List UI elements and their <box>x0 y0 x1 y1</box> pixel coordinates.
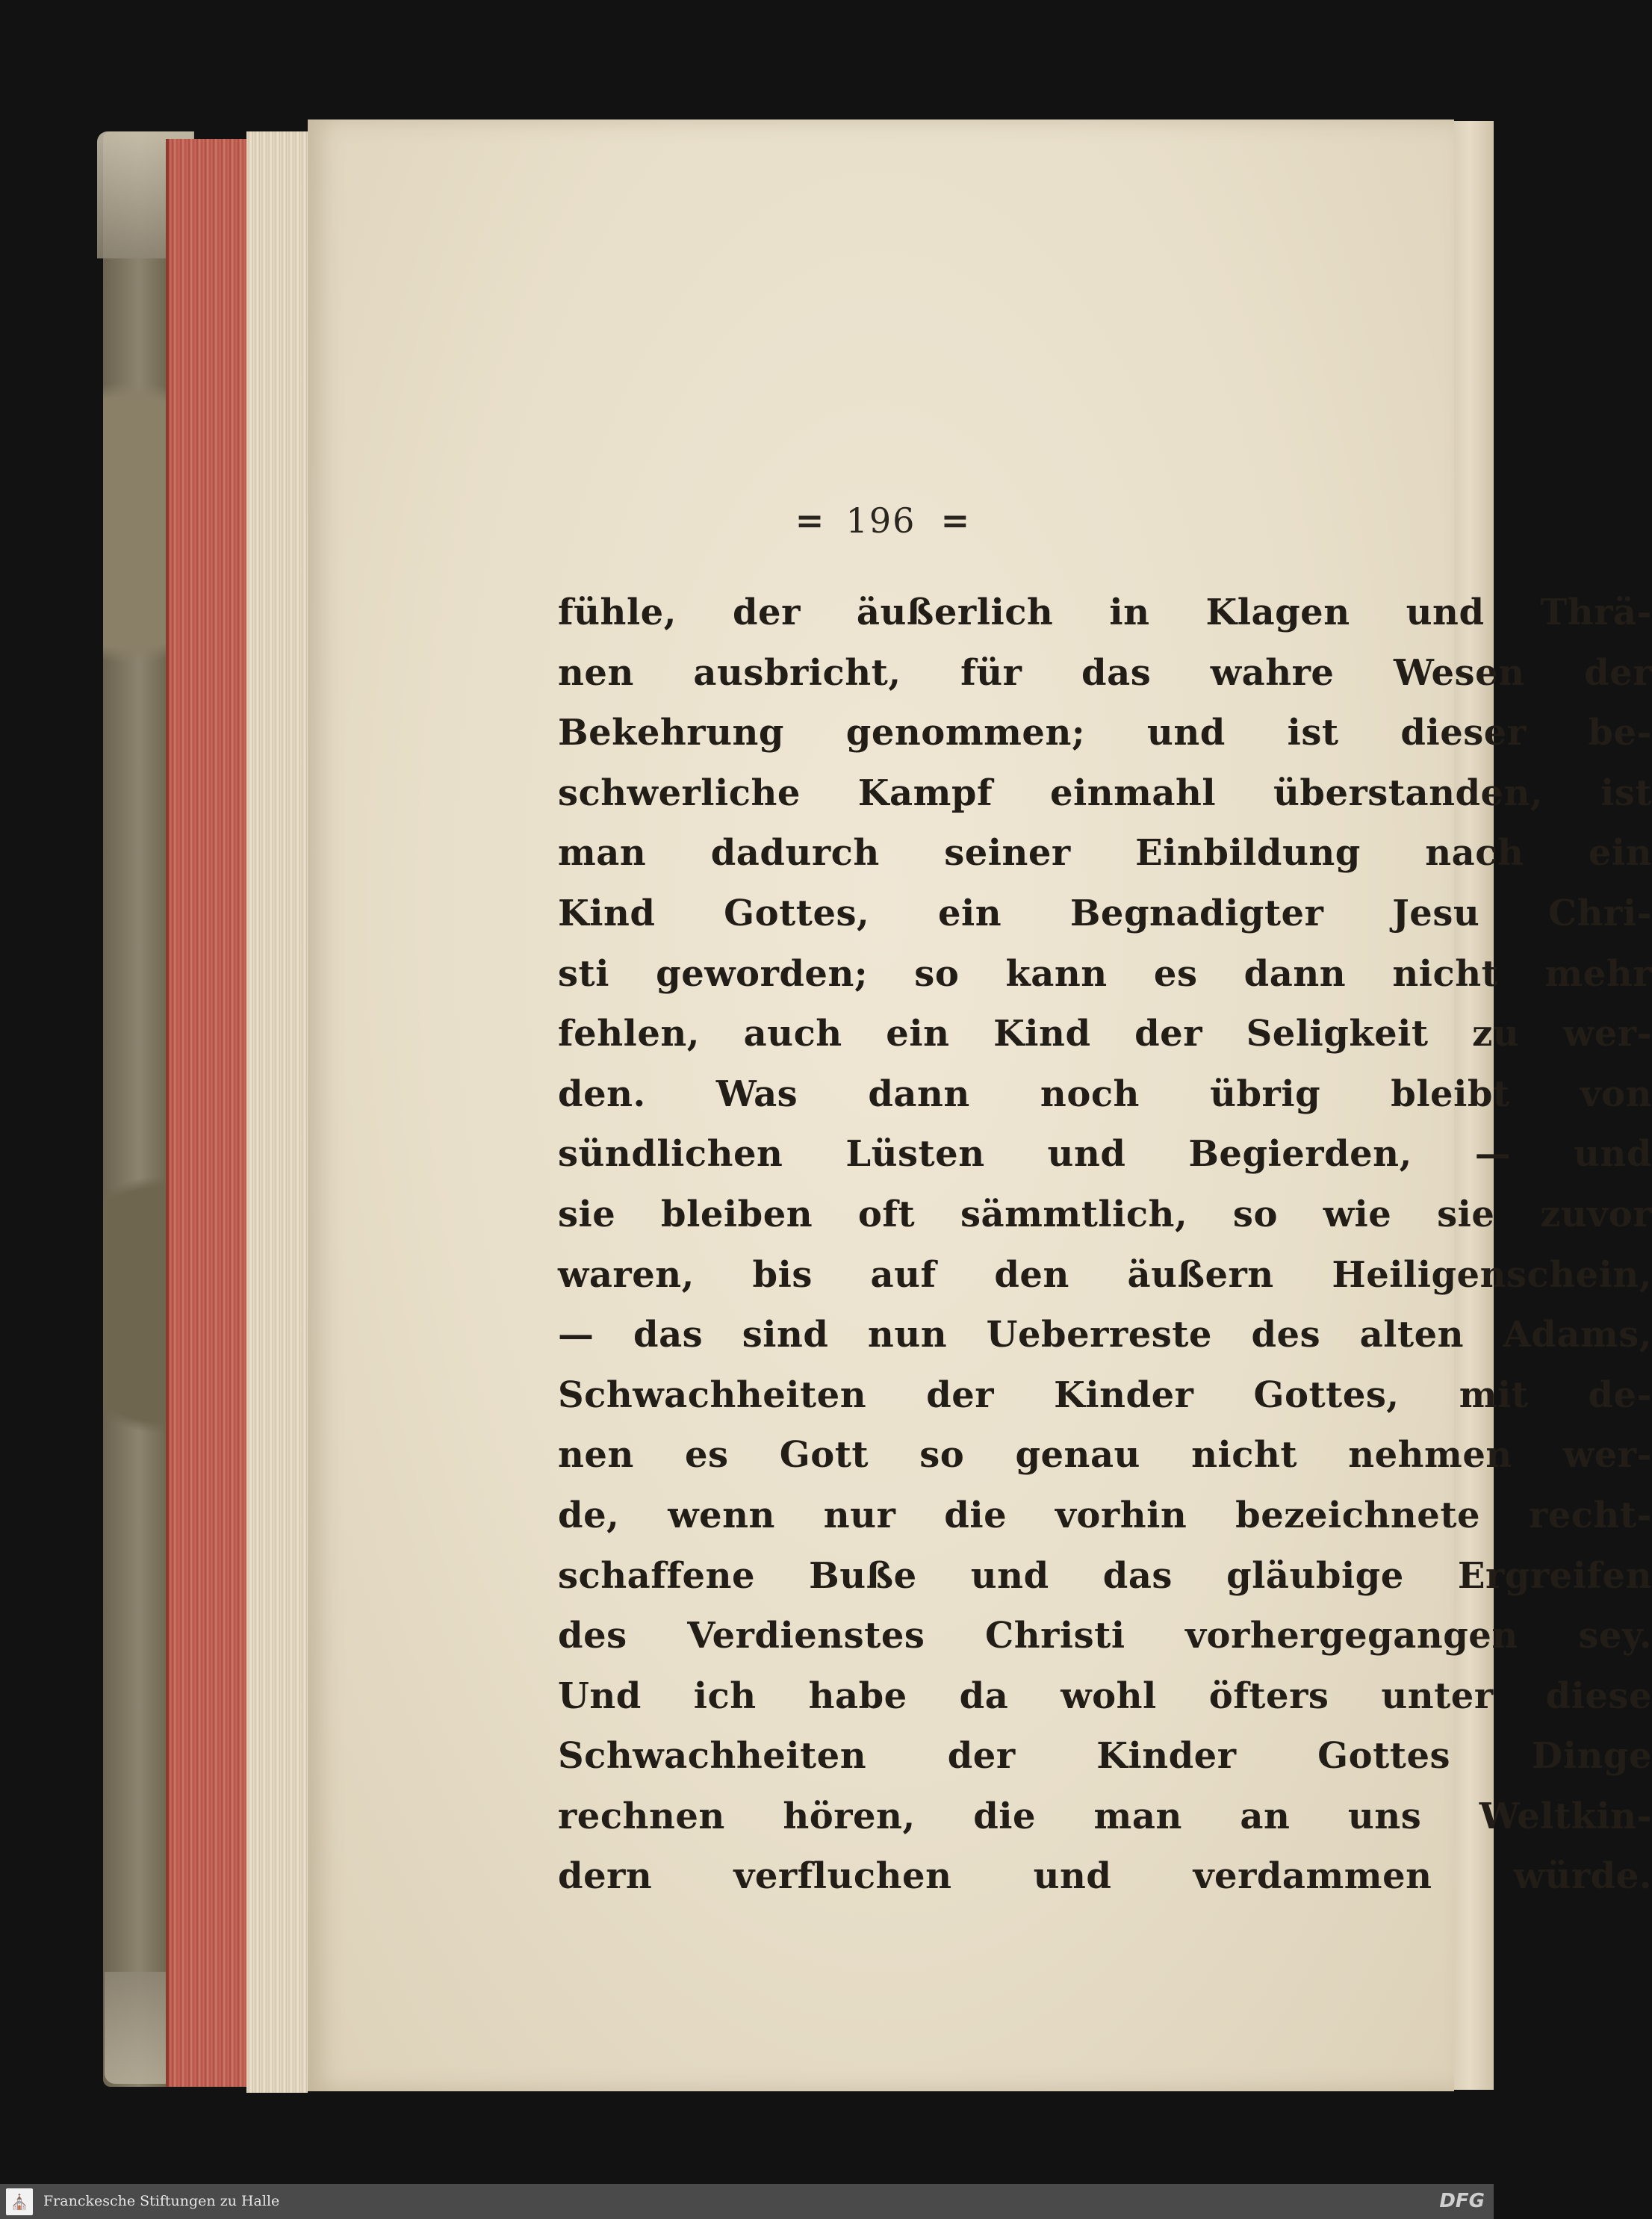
text-line: Bekehrung genommen; und ist dieser be- <box>558 712 1652 754</box>
text-line: dern verfluchen und verdammen würde. <box>558 1855 1652 1898</box>
text-line: des Verdienstes Christi vorhergegangen sey. <box>558 1615 1652 1657</box>
text-line: nen ausbricht, für das wahre Wesen der <box>558 651 1652 694</box>
page-number: 196 <box>845 500 916 541</box>
header-dash-left: = <box>795 500 822 541</box>
text-line: sti geworden; so kann es dann nicht mehr <box>558 952 1652 995</box>
viewer-footer-bar <box>0 2184 1494 2219</box>
text-line: — das sind nun Ueberreste des alten Adams, <box>558 1314 1652 1356</box>
text-line: rechnen hören, die man an uns Weltkin- <box>558 1795 1652 1837</box>
institution-logo-icon[interactable]: ⛪ <box>6 2188 33 2215</box>
text-line: waren, bis auf den äußern Heiligenschein, <box>558 1253 1652 1296</box>
body-text <box>558 583 1652 1907</box>
text-line: den. Was dann noch übrig bleibt von <box>558 1073 1652 1115</box>
page-stack-edges <box>246 131 308 2093</box>
text-line: schwerliche Kampf einmahl überstanden, ist <box>558 772 1652 814</box>
text-line: Schwachheiten der Kinder Gottes, mit de- <box>558 1374 1652 1416</box>
text-line: sie bleiben oft sämmtlich, so wie sie zuvor <box>558 1193 1652 1235</box>
text-line: man dadurch seiner Einbildung nach ein <box>558 832 1652 875</box>
text-line: de, wenn nur die vorhin bezeichnete recht- <box>558 1494 1652 1536</box>
page-header <box>308 500 1454 541</box>
header-dash-right: = <box>940 500 967 541</box>
text-line: sündlichen Lüsten und Begierden, — und <box>558 1133 1652 1176</box>
text-line: fühle, der äußerlich in Klagen und Thrä- <box>558 592 1652 633</box>
text-line: schaffene Buße und das gläubige Ergreifen <box>558 1554 1652 1597</box>
text-line: nen es Gott so genau nicht nehmen wer- <box>558 1434 1652 1477</box>
text-line: Kind Gottes, ein Begnadigter Jesu Chri- <box>558 892 1652 934</box>
book-page <box>308 120 1652 2091</box>
text-line: Und ich habe da wohl öfters unter diese <box>558 1675 1652 1717</box>
text-line: fehlen, auch ein Kind der Seligkeit zu wer- <box>558 1013 1652 1055</box>
institution-name[interactable]: Franckesche Stiftungen zu Halle <box>43 2193 280 2209</box>
dfg-logo[interactable]: DFG <box>1439 2190 1485 2212</box>
text-line: Schwachheiten der Kinder Gottes Dinge <box>558 1735 1652 1778</box>
